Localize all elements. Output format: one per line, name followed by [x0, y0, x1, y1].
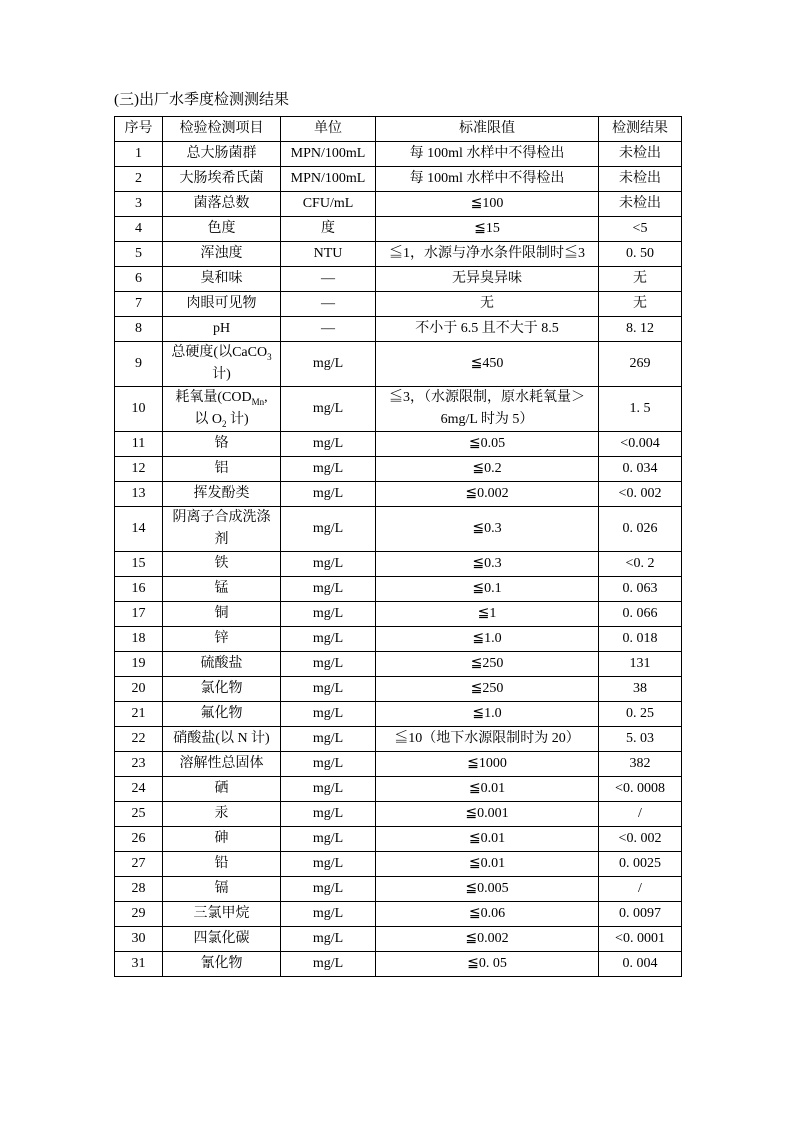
table-row: [115, 242, 682, 267]
cell-item: 四氯化碳: [163, 927, 281, 952]
cell-item: 汞: [163, 802, 281, 827]
cell-unit: mg/L: [281, 482, 376, 507]
cell-no: 1: [115, 142, 163, 167]
cell-unit: 度: [281, 217, 376, 242]
cell-limit: ≦1000: [376, 752, 599, 777]
cell-item: 挥发酚类: [163, 482, 281, 507]
cell-no: 13: [115, 482, 163, 507]
cell-no: 18: [115, 627, 163, 652]
cell-item: 色度: [163, 217, 281, 242]
cell-item: 铜: [163, 602, 281, 627]
cell-result: /: [599, 877, 682, 902]
cell-unit: MPN/100mL: [281, 142, 376, 167]
cell-result: 未检出: [599, 142, 682, 167]
cell-result: 0. 50: [599, 242, 682, 267]
cell-no: 24: [115, 777, 163, 802]
cell-limit: ≦3，（水源限制，原水耗氧量＞6mg/L 时为 5）: [376, 387, 599, 432]
table-row: [115, 342, 682, 387]
table-row: [115, 952, 682, 977]
cell-limit: ≦0.06: [376, 902, 599, 927]
cell-limit: ≦15: [376, 217, 599, 242]
cell-unit: mg/L: [281, 342, 376, 387]
table-row: [115, 777, 682, 802]
cell-item: 硒: [163, 777, 281, 802]
header-no: 序号: [115, 117, 163, 142]
cell-limit: ≦0.1: [376, 577, 599, 602]
cell-unit: mg/L: [281, 507, 376, 552]
water-quality-results-table: [114, 116, 682, 977]
cell-item: 总大肠菌群: [163, 142, 281, 167]
cell-result: <5: [599, 217, 682, 242]
cell-no: 26: [115, 827, 163, 852]
table-row: [115, 902, 682, 927]
table-row: [115, 552, 682, 577]
table-row: [115, 602, 682, 627]
cell-item: 铁: [163, 552, 281, 577]
cell-limit: 无异臭异味: [376, 267, 599, 292]
cell-item: 氰化物: [163, 952, 281, 977]
cell-result: 38: [599, 677, 682, 702]
cell-result: 0. 018: [599, 627, 682, 652]
cell-no: 28: [115, 877, 163, 902]
table-row: [115, 727, 682, 752]
table-body: [115, 142, 682, 977]
cell-result: 382: [599, 752, 682, 777]
table-row: [115, 577, 682, 602]
cell-unit: —: [281, 292, 376, 317]
cell-result: 0. 25: [599, 702, 682, 727]
cell-unit: mg/L: [281, 802, 376, 827]
cell-no: 2: [115, 167, 163, 192]
cell-limit: 每 100ml 水样中不得检出: [376, 167, 599, 192]
cell-unit: —: [281, 267, 376, 292]
cell-unit: mg/L: [281, 727, 376, 752]
cell-limit: ≦0.005: [376, 877, 599, 902]
header-unit: 单位: [281, 117, 376, 142]
cell-limit: ≦0.3: [376, 507, 599, 552]
cell-item: 硝酸盐(以 N 计): [163, 727, 281, 752]
cell-no: 6: [115, 267, 163, 292]
cell-result: <0. 0001: [599, 927, 682, 952]
cell-limit: ≦0.2: [376, 457, 599, 482]
cell-no: 19: [115, 652, 163, 677]
cell-result: 0. 066: [599, 602, 682, 627]
cell-limit: ≦0.002: [376, 927, 599, 952]
cell-unit: mg/L: [281, 877, 376, 902]
cell-item: 总硬度(以CaCO$_3$ 计): [163, 342, 281, 387]
cell-unit: mg/L: [281, 602, 376, 627]
header-item: 检验检测项目: [163, 117, 281, 142]
cell-limit: ≦1，水源与净水条件限制时≦3: [376, 242, 599, 267]
table-row: [115, 292, 682, 317]
table-header-row: [115, 117, 682, 142]
cell-limit: 不小于 6.5 且不大于 8.5: [376, 317, 599, 342]
cell-unit: —: [281, 317, 376, 342]
cell-result: 5. 03: [599, 727, 682, 752]
cell-result: /: [599, 802, 682, 827]
cell-unit: mg/L: [281, 677, 376, 702]
cell-limit: ≦100: [376, 192, 599, 217]
cell-unit: mg/L: [281, 952, 376, 977]
table-row: [115, 627, 682, 652]
cell-item: 铅: [163, 852, 281, 877]
cell-limit: ≦10（地下水源限制时为 20）: [376, 727, 599, 752]
cell-item: 硫酸盐: [163, 652, 281, 677]
cell-unit: mg/L: [281, 627, 376, 652]
cell-item: 镉: [163, 877, 281, 902]
cell-unit: mg/L: [281, 827, 376, 852]
cell-result: 未检出: [599, 167, 682, 192]
section-title: (三)出厂水季度检测测结果: [114, 92, 289, 108]
cell-limit: ≦1: [376, 602, 599, 627]
cell-item: 锰: [163, 577, 281, 602]
cell-result: 0. 063: [599, 577, 682, 602]
cell-limit: ≦0.01: [376, 827, 599, 852]
cell-item: 氯化物: [163, 677, 281, 702]
cell-limit: ≦250: [376, 652, 599, 677]
cell-unit: mg/L: [281, 432, 376, 457]
table-row: [115, 677, 682, 702]
cell-unit: mg/L: [281, 702, 376, 727]
table-row: [115, 267, 682, 292]
cell-no: 8: [115, 317, 163, 342]
table-row: [115, 217, 682, 242]
table-row: [115, 877, 682, 902]
table-row: [115, 457, 682, 482]
header-limit: 标准限值: [376, 117, 599, 142]
cell-limit: ≦1.0: [376, 702, 599, 727]
cell-no: 31: [115, 952, 163, 977]
cell-result: <0. 0008: [599, 777, 682, 802]
cell-no: 29: [115, 902, 163, 927]
cell-item: 铬: [163, 432, 281, 457]
cell-result: 0. 004: [599, 952, 682, 977]
cell-limit: ≦0.01: [376, 852, 599, 877]
cell-item: 菌落总数: [163, 192, 281, 217]
cell-item: 锌: [163, 627, 281, 652]
cell-limit: 无: [376, 292, 599, 317]
cell-unit: CFU/mL: [281, 192, 376, 217]
header-result: 检测结果: [599, 117, 682, 142]
cell-result: 0. 0097: [599, 902, 682, 927]
cell-item: 三氯甲烷: [163, 902, 281, 927]
cell-no: 21: [115, 702, 163, 727]
cell-limit: ≦0. 05: [376, 952, 599, 977]
cell-no: 7: [115, 292, 163, 317]
cell-limit: ≦0.002: [376, 482, 599, 507]
cell-limit: ≦250: [376, 677, 599, 702]
cell-no: 3: [115, 192, 163, 217]
table-row: [115, 482, 682, 507]
cell-no: 4: [115, 217, 163, 242]
cell-unit: MPN/100mL: [281, 167, 376, 192]
cell-unit: NTU: [281, 242, 376, 267]
cell-no: 14: [115, 507, 163, 552]
cell-item: 溶解性总固体: [163, 752, 281, 777]
cell-no: 10: [115, 387, 163, 432]
cell-unit: mg/L: [281, 457, 376, 482]
cell-limit: ≦0.05: [376, 432, 599, 457]
cell-no: 27: [115, 852, 163, 877]
cell-no: 22: [115, 727, 163, 752]
cell-item: 阴离子合成洗涤剂: [163, 507, 281, 552]
cell-result: <0. 002: [599, 482, 682, 507]
cell-limit: 每 100ml 水样中不得检出: [376, 142, 599, 167]
cell-unit: mg/L: [281, 552, 376, 577]
table-row: [115, 507, 682, 552]
cell-limit: ≦0.01: [376, 777, 599, 802]
cell-item: 肉眼可见物: [163, 292, 281, 317]
cell-unit: mg/L: [281, 577, 376, 602]
cell-result: 未检出: [599, 192, 682, 217]
cell-result: 无: [599, 292, 682, 317]
table-row: [115, 927, 682, 952]
cell-unit: mg/L: [281, 387, 376, 432]
cell-item: 臭和味: [163, 267, 281, 292]
table-row: [115, 142, 682, 167]
table-row: [115, 652, 682, 677]
cell-unit: mg/L: [281, 927, 376, 952]
cell-item: pH: [163, 317, 281, 342]
document-page: [114, 90, 681, 977]
cell-result: 0. 0025: [599, 852, 682, 877]
table-row: [115, 387, 682, 432]
cell-no: 15: [115, 552, 163, 577]
table-row: [115, 802, 682, 827]
cell-item: 砷: [163, 827, 281, 852]
cell-unit: mg/L: [281, 902, 376, 927]
cell-item: 耗氧量($COD_{Mn}$, 以 $O_2$ 计): [163, 387, 281, 432]
cell-unit: mg/L: [281, 752, 376, 777]
cell-result: 0. 034: [599, 457, 682, 482]
cell-result: <0. 2: [599, 552, 682, 577]
table-row: [115, 702, 682, 727]
cell-no: 9: [115, 342, 163, 387]
cell-item: 氟化物: [163, 702, 281, 727]
table-row: [115, 317, 682, 342]
cell-no: 12: [115, 457, 163, 482]
cell-result: 0. 026: [599, 507, 682, 552]
cell-result: 131: [599, 652, 682, 677]
table-row: [115, 827, 682, 852]
cell-limit: ≦0.001: [376, 802, 599, 827]
cell-unit: mg/L: [281, 852, 376, 877]
cell-item: 铝: [163, 457, 281, 482]
cell-no: 30: [115, 927, 163, 952]
table-row: [115, 752, 682, 777]
cell-limit: ≦0.3: [376, 552, 599, 577]
cell-no: 20: [115, 677, 163, 702]
table-row: [115, 852, 682, 877]
cell-no: 5: [115, 242, 163, 267]
cell-result: <0. 002: [599, 827, 682, 852]
cell-no: 17: [115, 602, 163, 627]
cell-result: 8. 12: [599, 317, 682, 342]
cell-unit: mg/L: [281, 777, 376, 802]
table-row: [115, 192, 682, 217]
cell-no: 11: [115, 432, 163, 457]
cell-result: <0.004: [599, 432, 682, 457]
cell-result: 1. 5: [599, 387, 682, 432]
cell-limit: ≦1.0: [376, 627, 599, 652]
cell-no: 23: [115, 752, 163, 777]
cell-unit: mg/L: [281, 652, 376, 677]
cell-no: 16: [115, 577, 163, 602]
cell-no: 25: [115, 802, 163, 827]
cell-result: 269: [599, 342, 682, 387]
table-row: [115, 432, 682, 457]
cell-result: 无: [599, 267, 682, 292]
table-row: [115, 167, 682, 192]
cell-limit: ≦450: [376, 342, 599, 387]
cell-item: 大肠埃希氏菌: [163, 167, 281, 192]
cell-item: 浑浊度: [163, 242, 281, 267]
